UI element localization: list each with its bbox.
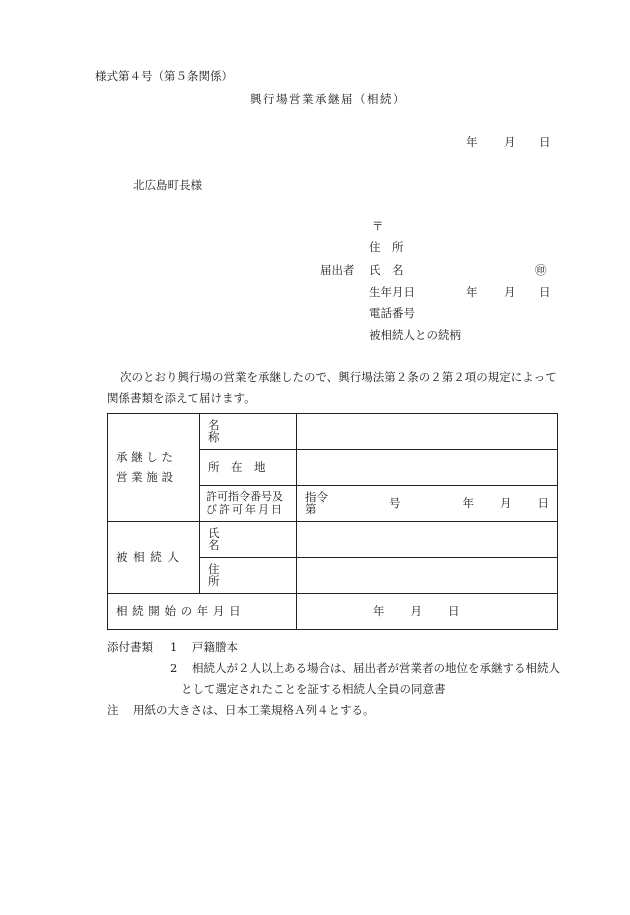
deceased-address-value[interactable] bbox=[297, 558, 558, 594]
facility-location-value[interactable] bbox=[297, 450, 558, 486]
postal-mark: 〒 bbox=[372, 219, 384, 233]
form-number: 様式第４号（第５条関係） bbox=[95, 69, 233, 83]
license-value[interactable] bbox=[297, 486, 558, 522]
name-label: 氏 名 bbox=[369, 263, 404, 277]
facility-category-text-1: 承 継 し た bbox=[116, 449, 173, 464]
deceased-category-text: 被 相 続 人 bbox=[116, 549, 180, 564]
deceased-address-label: 住 所 bbox=[200, 558, 297, 594]
license-value-row bbox=[305, 492, 549, 515]
phone-label: 電話番号 bbox=[369, 306, 415, 320]
inheritance-start-label: 相 続 開 始 の 年 月 日 bbox=[108, 594, 297, 630]
inheritance-year: 年 bbox=[373, 603, 385, 618]
facility-location-label: 所 在 地 bbox=[200, 450, 297, 486]
inheritance-day: 日 bbox=[448, 603, 460, 618]
attachments-heading: 添付書類 bbox=[107, 640, 153, 654]
body-line-2: 関係書類を添えて届けます。 bbox=[107, 391, 256, 405]
facility-category-line-1 bbox=[116, 449, 191, 464]
date-day: 日 bbox=[539, 135, 551, 149]
table-row bbox=[108, 522, 558, 558]
birth-month: 月 bbox=[504, 285, 516, 299]
license-number-suffix: 号 bbox=[389, 495, 401, 510]
license-month: 月 bbox=[500, 495, 512, 510]
table-row bbox=[108, 414, 558, 450]
attachment-2-line-1: 相続人が２人以上ある場合は、届出者が営業者の地位を承継する相続人 bbox=[192, 661, 560, 675]
license-day: 日 bbox=[537, 495, 549, 510]
deceased-name-value[interactable] bbox=[297, 522, 558, 558]
seal-mark: ㊞ bbox=[535, 263, 547, 277]
inheritance-start-value[interactable] bbox=[297, 594, 558, 630]
license-label bbox=[200, 486, 297, 522]
license-year: 年 bbox=[462, 495, 474, 510]
facility-category-line-2 bbox=[116, 472, 191, 484]
attachment-2-line-2: として選定されたことを証する相続人全員の同意書 bbox=[181, 682, 446, 696]
attachment-1-text: 戸籍謄本 bbox=[192, 640, 238, 654]
birth-day: 日 bbox=[539, 285, 551, 299]
license-label-line-2: び許可年月日 bbox=[206, 502, 284, 516]
facility-name-label: 名 称 bbox=[200, 414, 297, 450]
note-label: 注 bbox=[107, 703, 119, 717]
license-prefix: 指令 第 bbox=[305, 490, 340, 516]
deceased-category-cell bbox=[108, 522, 200, 594]
deceased-name-label: 氏 名 bbox=[200, 522, 297, 558]
facility-name-value[interactable] bbox=[297, 414, 558, 450]
facility-category-text-2: 営 業 施 設 bbox=[116, 470, 173, 484]
inheritance-date-row bbox=[305, 603, 549, 618]
applicant-role: 届出者 bbox=[320, 263, 355, 277]
form-title: 興行場営業承継届（相続） bbox=[250, 92, 406, 106]
note-text: 用紙の大きさは、日本工業規格Ａ列４とする。 bbox=[133, 703, 375, 717]
addressee: 北広島町長様 bbox=[133, 178, 202, 192]
birth-label: 生年月日 bbox=[369, 285, 415, 299]
inheritance-month: 月 bbox=[410, 603, 422, 618]
body-line-1: 次のとおり興行場の営業を承継したので、興行場法第２条の２第２項の規定によって bbox=[120, 370, 557, 384]
birth-year: 年 bbox=[466, 285, 478, 299]
date-year: 年 bbox=[466, 135, 478, 149]
attachment-1-number: 1 bbox=[170, 640, 178, 654]
license-label-line-1: 許可指令番号及 bbox=[206, 489, 283, 503]
facility-category-cell bbox=[108, 414, 200, 522]
relation-label: 被相続人との続柄 bbox=[369, 328, 461, 342]
succession-table bbox=[107, 413, 558, 630]
attachment-2-number: 2 bbox=[170, 661, 178, 675]
submission-date bbox=[466, 137, 478, 149]
address-label: 住 所 bbox=[369, 240, 404, 254]
table-row bbox=[108, 594, 558, 630]
date-month: 月 bbox=[504, 135, 516, 149]
